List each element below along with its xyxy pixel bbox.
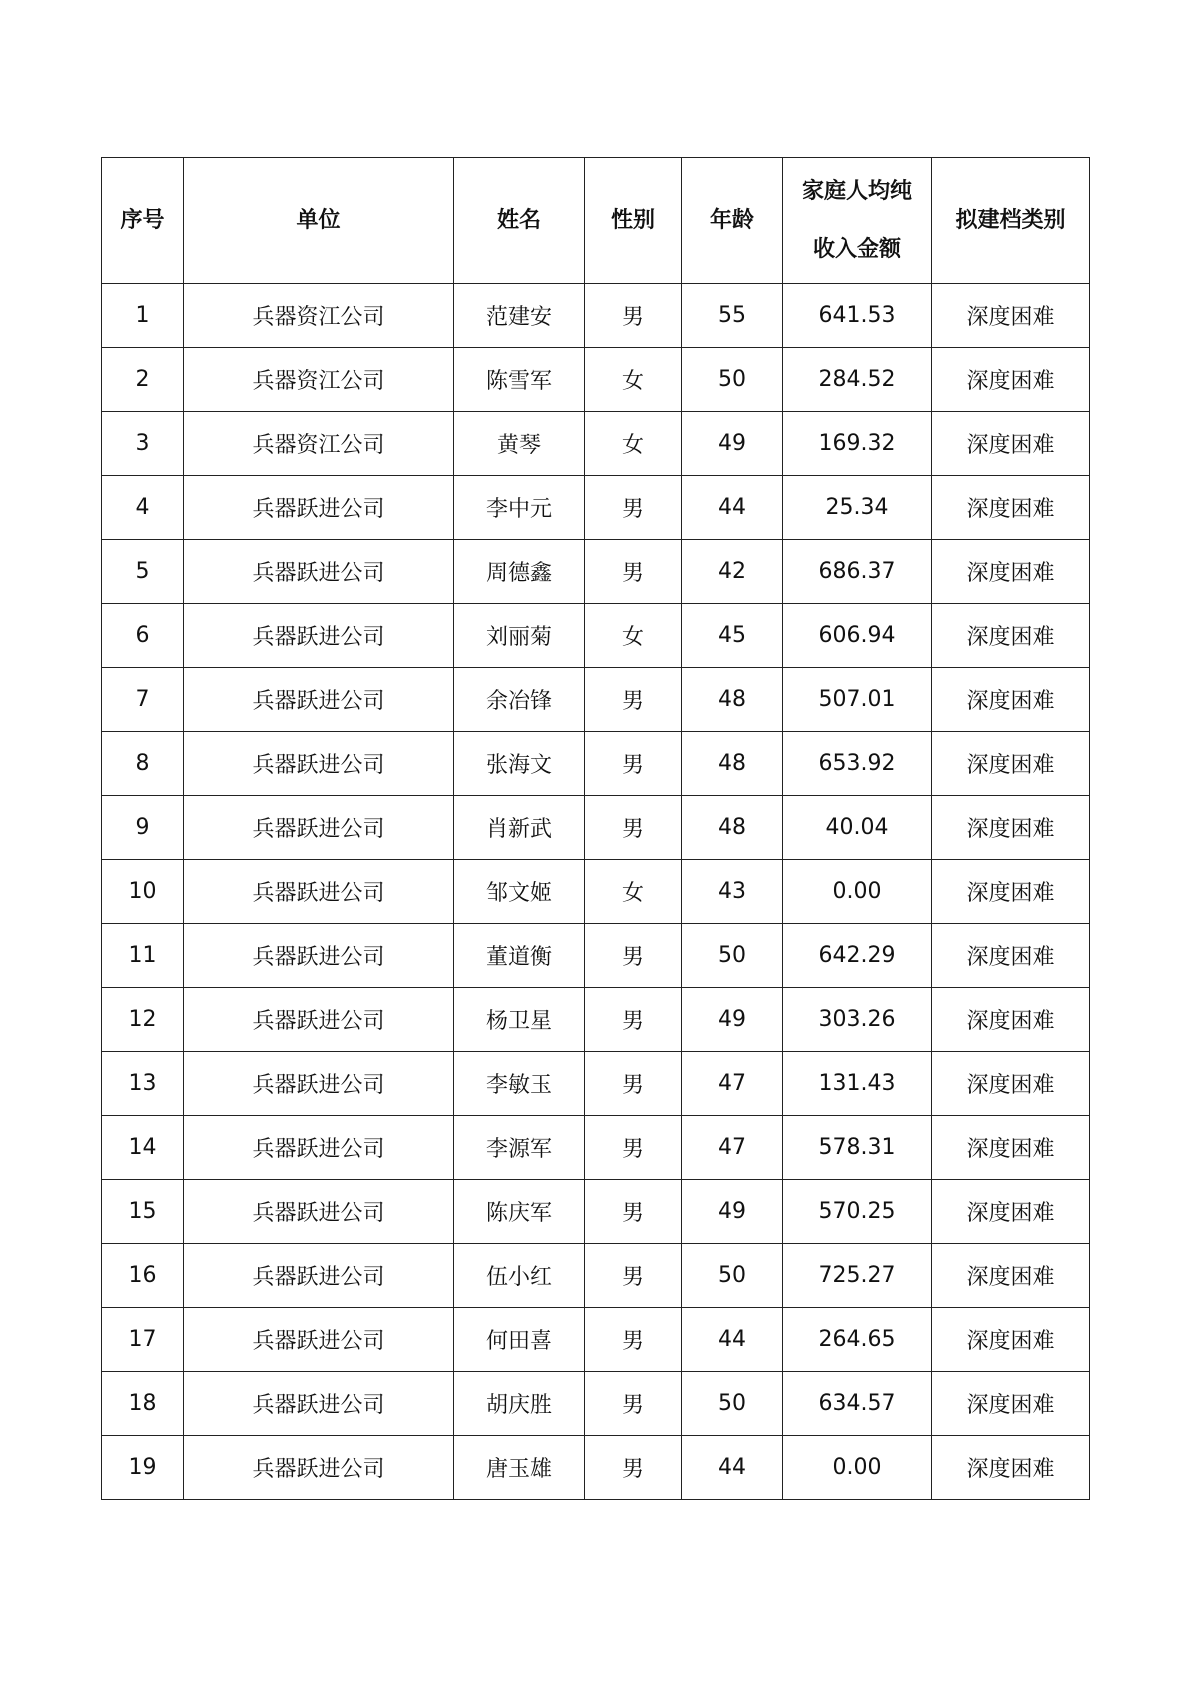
cell-unit: 兵器资江公司 bbox=[184, 284, 454, 348]
cell-unit: 兵器跃进公司 bbox=[184, 668, 454, 732]
cell-name: 胡庆胜 bbox=[454, 1372, 585, 1436]
cell-category: 深度困难 bbox=[932, 796, 1090, 860]
cell-category: 深度困难 bbox=[932, 1180, 1090, 1244]
cell-seq: 12 bbox=[102, 988, 184, 1052]
table-row bbox=[102, 924, 1090, 988]
table-row bbox=[102, 988, 1090, 1052]
cell-name: 黄琴 bbox=[454, 412, 585, 476]
table-row bbox=[102, 1308, 1090, 1372]
cell-name: 董道衡 bbox=[454, 924, 585, 988]
cell-category: 深度困难 bbox=[932, 284, 1090, 348]
cell-age: 43 bbox=[682, 860, 783, 924]
cell-gender: 男 bbox=[585, 1052, 682, 1116]
cell-name: 周德鑫 bbox=[454, 540, 585, 604]
cell-seq: 2 bbox=[102, 348, 184, 412]
cell-income: 578.31 bbox=[783, 1116, 932, 1180]
cell-category: 深度困难 bbox=[932, 1116, 1090, 1180]
cell-income: 634.57 bbox=[783, 1372, 932, 1436]
table-row bbox=[102, 732, 1090, 796]
cell-seq: 14 bbox=[102, 1116, 184, 1180]
cell-gender: 女 bbox=[585, 860, 682, 924]
cell-seq: 9 bbox=[102, 796, 184, 860]
cell-unit: 兵器跃进公司 bbox=[184, 476, 454, 540]
cell-unit: 兵器跃进公司 bbox=[184, 604, 454, 668]
cell-income: 25.34 bbox=[783, 476, 932, 540]
cell-gender: 男 bbox=[585, 1436, 682, 1500]
cell-seq: 5 bbox=[102, 540, 184, 604]
cell-name: 唐玉雄 bbox=[454, 1436, 585, 1500]
cell-seq: 8 bbox=[102, 732, 184, 796]
cell-unit: 兵器跃进公司 bbox=[184, 1436, 454, 1500]
cell-income: 264.65 bbox=[783, 1308, 932, 1372]
cell-age: 48 bbox=[682, 796, 783, 860]
cell-gender: 男 bbox=[585, 924, 682, 988]
cell-seq: 1 bbox=[102, 284, 184, 348]
cell-category: 深度困难 bbox=[932, 668, 1090, 732]
cell-name: 陈庆军 bbox=[454, 1180, 585, 1244]
cell-seq: 19 bbox=[102, 1436, 184, 1500]
cell-income: 725.27 bbox=[783, 1244, 932, 1308]
roster-body bbox=[102, 284, 1090, 1500]
cell-name: 伍小红 bbox=[454, 1244, 585, 1308]
table-row bbox=[102, 860, 1090, 924]
cell-income: 642.29 bbox=[783, 924, 932, 988]
cell-seq: 18 bbox=[102, 1372, 184, 1436]
cell-gender: 男 bbox=[585, 1308, 682, 1372]
table-row bbox=[102, 1116, 1090, 1180]
cell-income: 303.26 bbox=[783, 988, 932, 1052]
table-row bbox=[102, 1372, 1090, 1436]
cell-seq: 7 bbox=[102, 668, 184, 732]
table-row bbox=[102, 348, 1090, 412]
cell-name: 肖新武 bbox=[454, 796, 585, 860]
cell-age: 50 bbox=[682, 348, 783, 412]
cell-age: 47 bbox=[682, 1052, 783, 1116]
cell-income: 653.92 bbox=[783, 732, 932, 796]
cell-name: 李源军 bbox=[454, 1116, 585, 1180]
cell-category: 深度困难 bbox=[932, 604, 1090, 668]
table-row bbox=[102, 412, 1090, 476]
cell-unit: 兵器跃进公司 bbox=[184, 988, 454, 1052]
cell-unit: 兵器跃进公司 bbox=[184, 1244, 454, 1308]
cell-seq: 4 bbox=[102, 476, 184, 540]
cell-name: 张海文 bbox=[454, 732, 585, 796]
cell-category: 深度困难 bbox=[932, 988, 1090, 1052]
cell-unit: 兵器跃进公司 bbox=[184, 540, 454, 604]
cell-category: 深度困难 bbox=[932, 348, 1090, 412]
cell-income: 507.01 bbox=[783, 668, 932, 732]
cell-income: 606.94 bbox=[783, 604, 932, 668]
table-row bbox=[102, 668, 1090, 732]
cell-gender: 男 bbox=[585, 1244, 682, 1308]
cell-age: 45 bbox=[682, 604, 783, 668]
header-seq: 序号 bbox=[102, 158, 184, 284]
header-gender: 性别 bbox=[585, 158, 682, 284]
cell-gender: 男 bbox=[585, 988, 682, 1052]
cell-age: 44 bbox=[682, 476, 783, 540]
header-income-line1: 家庭人均纯 bbox=[801, 178, 912, 204]
cell-age: 50 bbox=[682, 1244, 783, 1308]
cell-income: 686.37 bbox=[783, 540, 932, 604]
cell-income: 641.53 bbox=[783, 284, 932, 348]
cell-age: 50 bbox=[682, 924, 783, 988]
cell-age: 47 bbox=[682, 1116, 783, 1180]
cell-category: 深度困难 bbox=[932, 732, 1090, 796]
cell-age: 44 bbox=[682, 1308, 783, 1372]
cell-category: 深度困难 bbox=[932, 1372, 1090, 1436]
cell-gender: 男 bbox=[585, 668, 682, 732]
table-row bbox=[102, 284, 1090, 348]
cell-age: 44 bbox=[682, 1436, 783, 1500]
cell-name: 刘丽菊 bbox=[454, 604, 585, 668]
cell-name: 何田喜 bbox=[454, 1308, 585, 1372]
cell-seq: 6 bbox=[102, 604, 184, 668]
cell-category: 深度困难 bbox=[932, 1436, 1090, 1500]
cell-category: 深度困难 bbox=[932, 1308, 1090, 1372]
cell-name: 李敏玉 bbox=[454, 1052, 585, 1116]
cell-unit: 兵器跃进公司 bbox=[184, 796, 454, 860]
cell-age: 48 bbox=[682, 732, 783, 796]
cell-category: 深度困难 bbox=[932, 924, 1090, 988]
cell-unit: 兵器跃进公司 bbox=[184, 1180, 454, 1244]
cell-gender: 男 bbox=[585, 1180, 682, 1244]
cell-gender: 女 bbox=[585, 604, 682, 668]
cell-seq: 11 bbox=[102, 924, 184, 988]
cell-category: 深度困难 bbox=[932, 1052, 1090, 1116]
cell-unit: 兵器跃进公司 bbox=[184, 1116, 454, 1180]
cell-income: 284.52 bbox=[783, 348, 932, 412]
cell-unit: 兵器资江公司 bbox=[184, 412, 454, 476]
table-row bbox=[102, 540, 1090, 604]
cell-name: 邹文姬 bbox=[454, 860, 585, 924]
roster-table bbox=[101, 157, 1090, 1500]
cell-seq: 13 bbox=[102, 1052, 184, 1116]
cell-unit: 兵器跃进公司 bbox=[184, 1052, 454, 1116]
cell-age: 50 bbox=[682, 1372, 783, 1436]
table-row bbox=[102, 1180, 1090, 1244]
cell-unit: 兵器跃进公司 bbox=[184, 1308, 454, 1372]
cell-age: 49 bbox=[682, 988, 783, 1052]
header-category: 拟建档类别 bbox=[932, 158, 1090, 284]
table-row bbox=[102, 1244, 1090, 1308]
cell-income: 40.04 bbox=[783, 796, 932, 860]
table-row bbox=[102, 1052, 1090, 1116]
cell-gender: 男 bbox=[585, 732, 682, 796]
cell-name: 李中元 bbox=[454, 476, 585, 540]
cell-seq: 17 bbox=[102, 1308, 184, 1372]
cell-unit: 兵器跃进公司 bbox=[184, 732, 454, 796]
cell-category: 深度困难 bbox=[932, 540, 1090, 604]
cell-age: 48 bbox=[682, 668, 783, 732]
cell-category: 深度困难 bbox=[932, 860, 1090, 924]
cell-income: 570.25 bbox=[783, 1180, 932, 1244]
cell-seq: 3 bbox=[102, 412, 184, 476]
cell-gender: 男 bbox=[585, 540, 682, 604]
cell-age: 49 bbox=[682, 412, 783, 476]
cell-unit: 兵器资江公司 bbox=[184, 348, 454, 412]
cell-income: 0.00 bbox=[783, 860, 932, 924]
cell-gender: 女 bbox=[585, 348, 682, 412]
cell-category: 深度困难 bbox=[932, 476, 1090, 540]
cell-gender: 男 bbox=[585, 1116, 682, 1180]
cell-name: 余冶锋 bbox=[454, 668, 585, 732]
cell-seq: 15 bbox=[102, 1180, 184, 1244]
header-income bbox=[783, 158, 932, 284]
cell-income: 169.32 bbox=[783, 412, 932, 476]
header-income-line2: 收入金额 bbox=[812, 236, 901, 262]
table-row bbox=[102, 476, 1090, 540]
cell-income: 131.43 bbox=[783, 1052, 932, 1116]
cell-gender: 女 bbox=[585, 412, 682, 476]
cell-age: 49 bbox=[682, 1180, 783, 1244]
cell-seq: 16 bbox=[102, 1244, 184, 1308]
cell-age: 42 bbox=[682, 540, 783, 604]
header-row bbox=[102, 158, 1090, 284]
cell-age: 55 bbox=[682, 284, 783, 348]
cell-unit: 兵器跃进公司 bbox=[184, 860, 454, 924]
cell-category: 深度困难 bbox=[932, 1244, 1090, 1308]
header-name: 姓名 bbox=[454, 158, 585, 284]
cell-seq: 10 bbox=[102, 860, 184, 924]
cell-gender: 男 bbox=[585, 1372, 682, 1436]
table-row bbox=[102, 604, 1090, 668]
cell-name: 陈雪军 bbox=[454, 348, 585, 412]
cell-name: 杨卫星 bbox=[454, 988, 585, 1052]
header-age: 年龄 bbox=[682, 158, 783, 284]
table-row bbox=[102, 796, 1090, 860]
cell-unit: 兵器跃进公司 bbox=[184, 924, 454, 988]
cell-name: 范建安 bbox=[454, 284, 585, 348]
table-row bbox=[102, 1436, 1090, 1500]
cell-income: 0.00 bbox=[783, 1436, 932, 1500]
cell-gender: 男 bbox=[585, 476, 682, 540]
cell-gender: 男 bbox=[585, 284, 682, 348]
cell-gender: 男 bbox=[585, 796, 682, 860]
cell-unit: 兵器跃进公司 bbox=[184, 1372, 454, 1436]
header-unit: 单位 bbox=[184, 158, 454, 284]
cell-category: 深度困难 bbox=[932, 412, 1090, 476]
